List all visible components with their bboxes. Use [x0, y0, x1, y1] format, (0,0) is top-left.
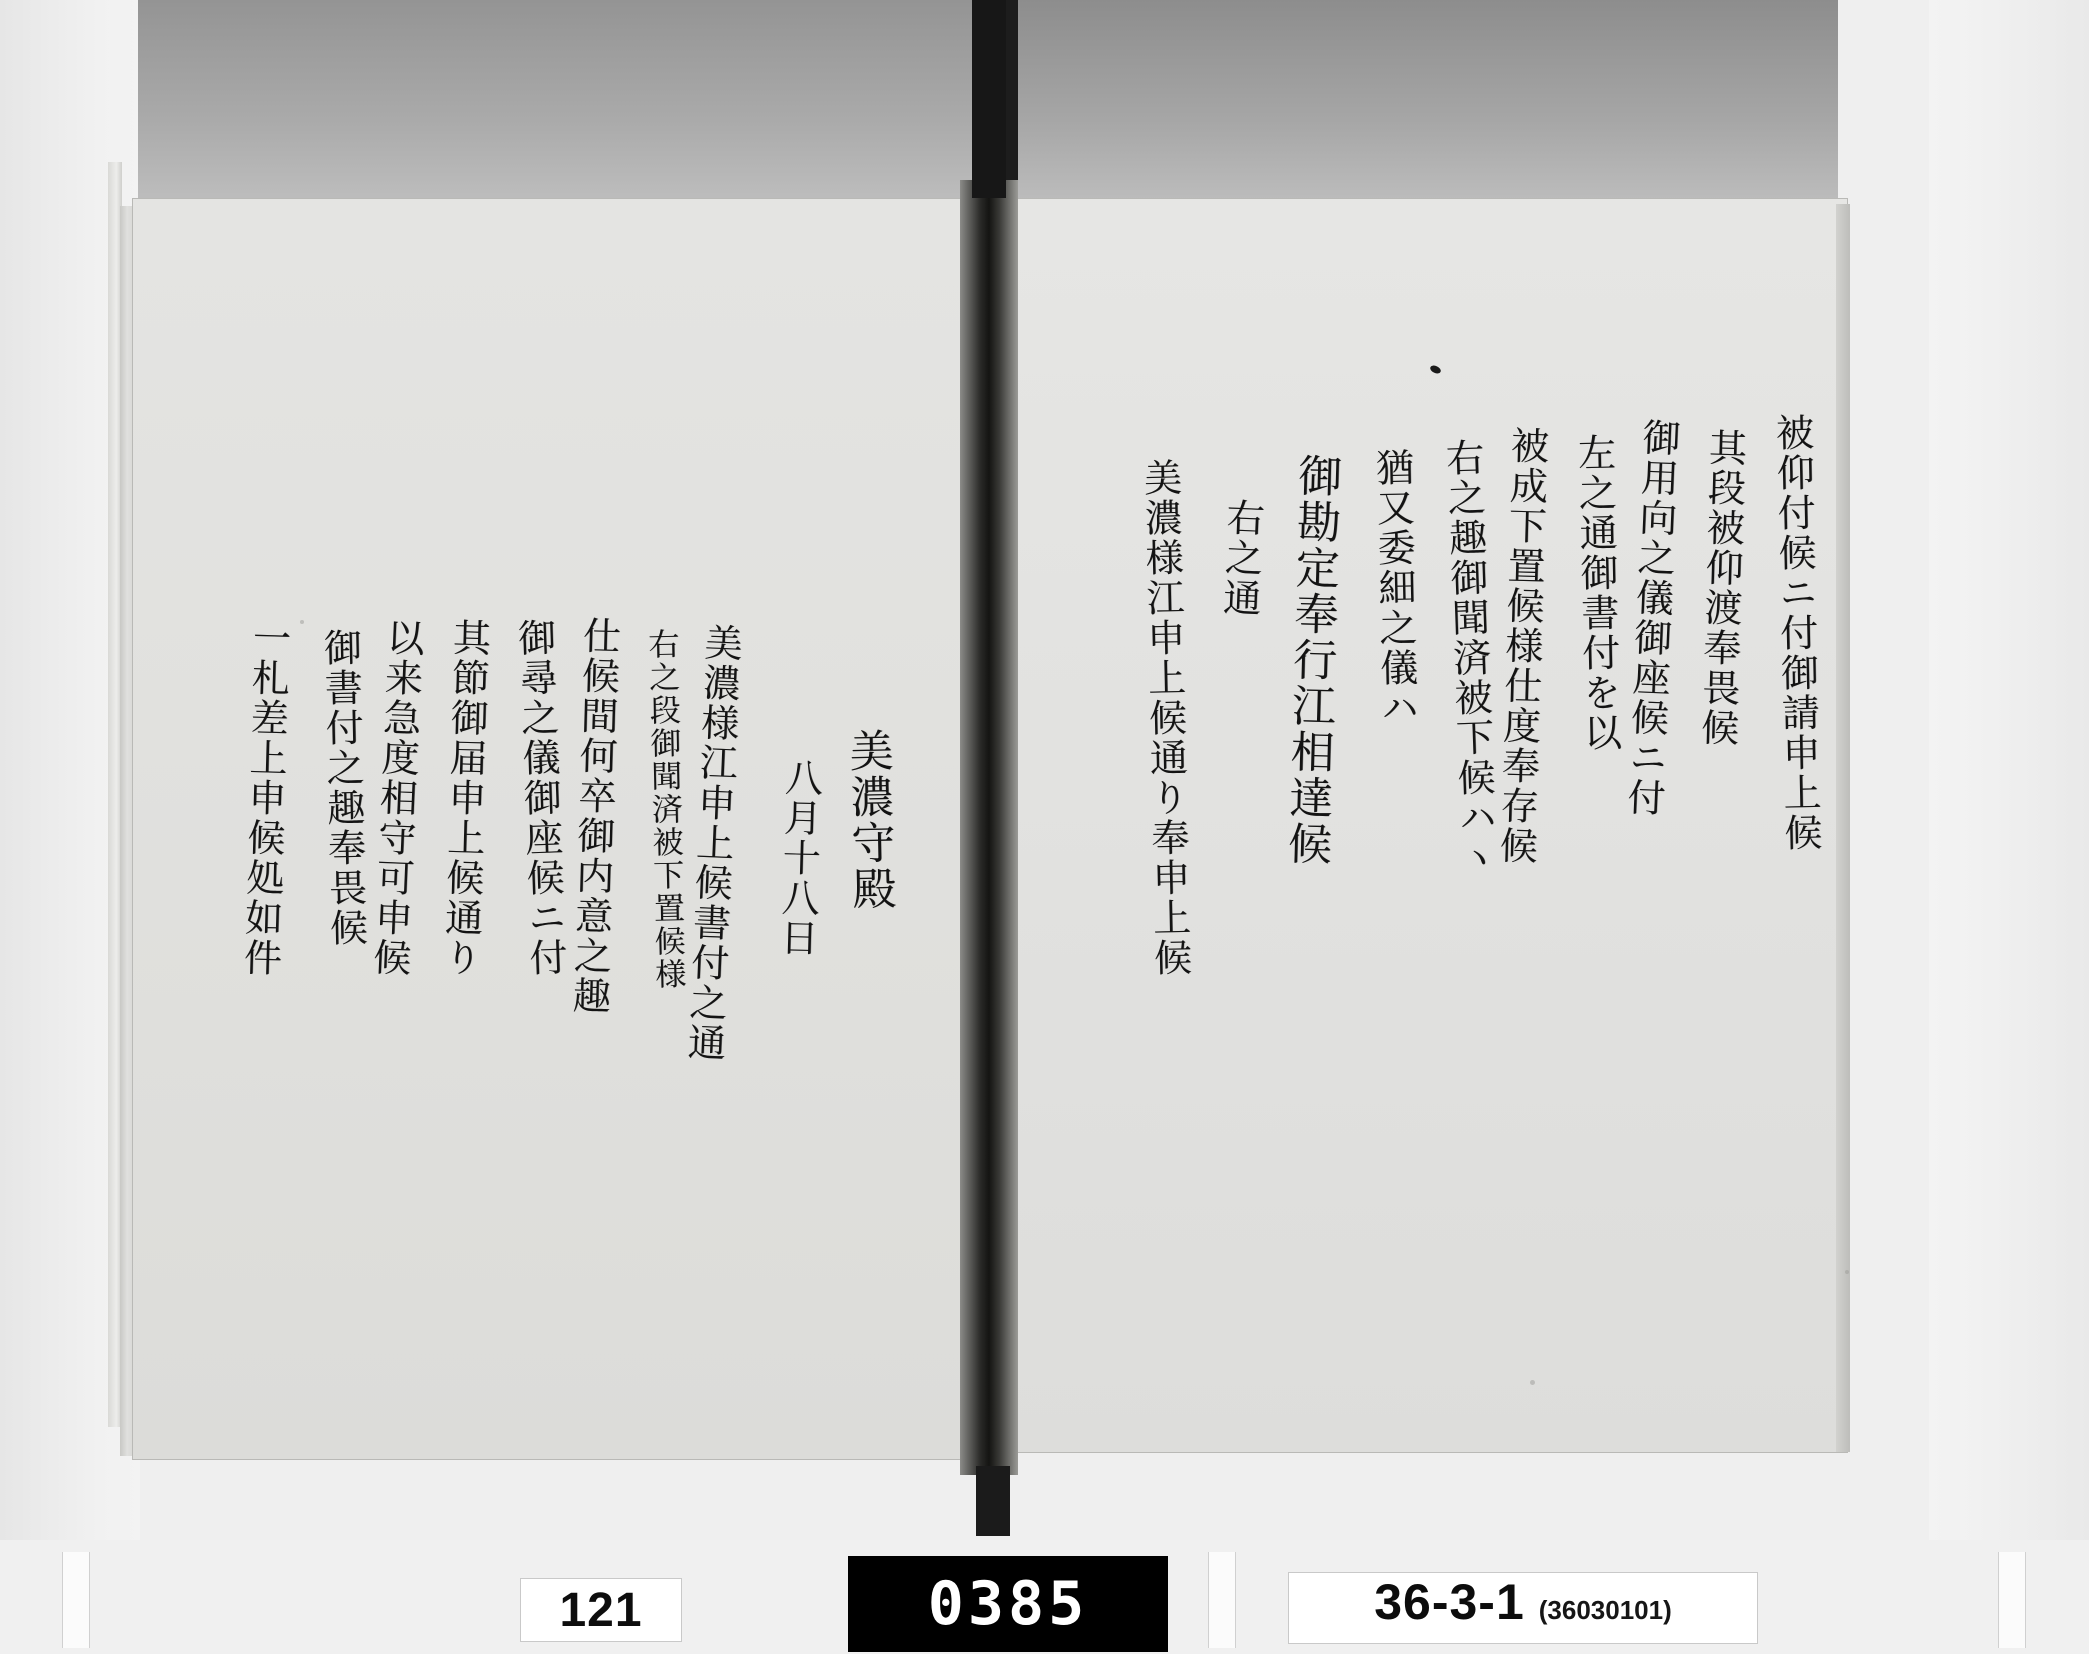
label-strip-notch	[1998, 1552, 2026, 1648]
call-number-label	[1288, 1572, 1758, 1644]
left-page-column-1: 美濃守殿	[841, 727, 896, 913]
backdrop-band-right	[1018, 0, 1838, 200]
call-number-main: 36-3-1	[1374, 1574, 1525, 1630]
plate-right-shadow	[1929, 0, 2089, 1540]
left-page-column-9: 御書付之趣奉畏候	[317, 627, 368, 949]
frame-number-label: 121	[520, 1578, 682, 1642]
left-page	[132, 198, 972, 1460]
left-page-column-4: 右之段御聞済被下置候様	[642, 627, 686, 992]
right-page-column-6: 右之趣御聞済被下候ハヽ	[1439, 437, 1499, 879]
label-strip-notch	[1208, 1552, 1236, 1648]
right-page-column-7: 猶又委細之儀ハ	[1369, 447, 1419, 729]
left-page-column-3: 美濃様江申上候書付之通	[680, 622, 743, 1064]
backdrop-band-left	[138, 0, 978, 200]
right-page-column-3: 御用向之儀御座候ニ付	[1620, 417, 1681, 819]
dust-speck	[1530, 1380, 1535, 1385]
right-page-column-9: 右之通	[1215, 497, 1265, 619]
right-page-column-5: 被成下置候様仕度奉存候	[1492, 425, 1549, 867]
right-page-edge	[1836, 204, 1850, 1452]
left-page-column-10: 一札差上申候処如件	[236, 617, 291, 979]
label-strip-notch	[62, 1552, 90, 1648]
right-page-column-8: 御勘定奉行江相達候	[1279, 452, 1342, 868]
right-page-column-2: 其段被仰渡奉畏候	[1694, 427, 1747, 749]
ink-mark	[1429, 364, 1442, 375]
left-page-column-7: 其節御届申上候通り	[436, 617, 491, 979]
film-counter-display: 0385	[848, 1556, 1168, 1652]
book-gutter-bottom	[976, 1466, 1010, 1536]
left-page-column-6: 御尋之儀御座候ニ付	[511, 617, 568, 979]
open-book	[120, 198, 1840, 1498]
right-page-column-10: 美濃様江申上候通り奉申上候	[1137, 457, 1192, 979]
left-page-column-5: 仕候間何卒御内意之趣	[565, 615, 621, 1017]
book-gutter-top	[972, 0, 1006, 198]
right-page-column-4: 左之通御書付を以	[1571, 432, 1622, 754]
dust-speck	[300, 620, 304, 624]
right-page-column-1: 被仰付候ニ付御請申上候	[1769, 412, 1823, 854]
left-page-column-2: 八月十八日	[773, 757, 823, 959]
book-gutter	[960, 180, 1018, 1475]
left-page-column-8: 以来急度相守可申候	[365, 617, 425, 979]
dust-speck	[1845, 1270, 1849, 1274]
call-number-sub: (36030101)	[1538, 1595, 1672, 1625]
right-page	[1012, 198, 1848, 1453]
